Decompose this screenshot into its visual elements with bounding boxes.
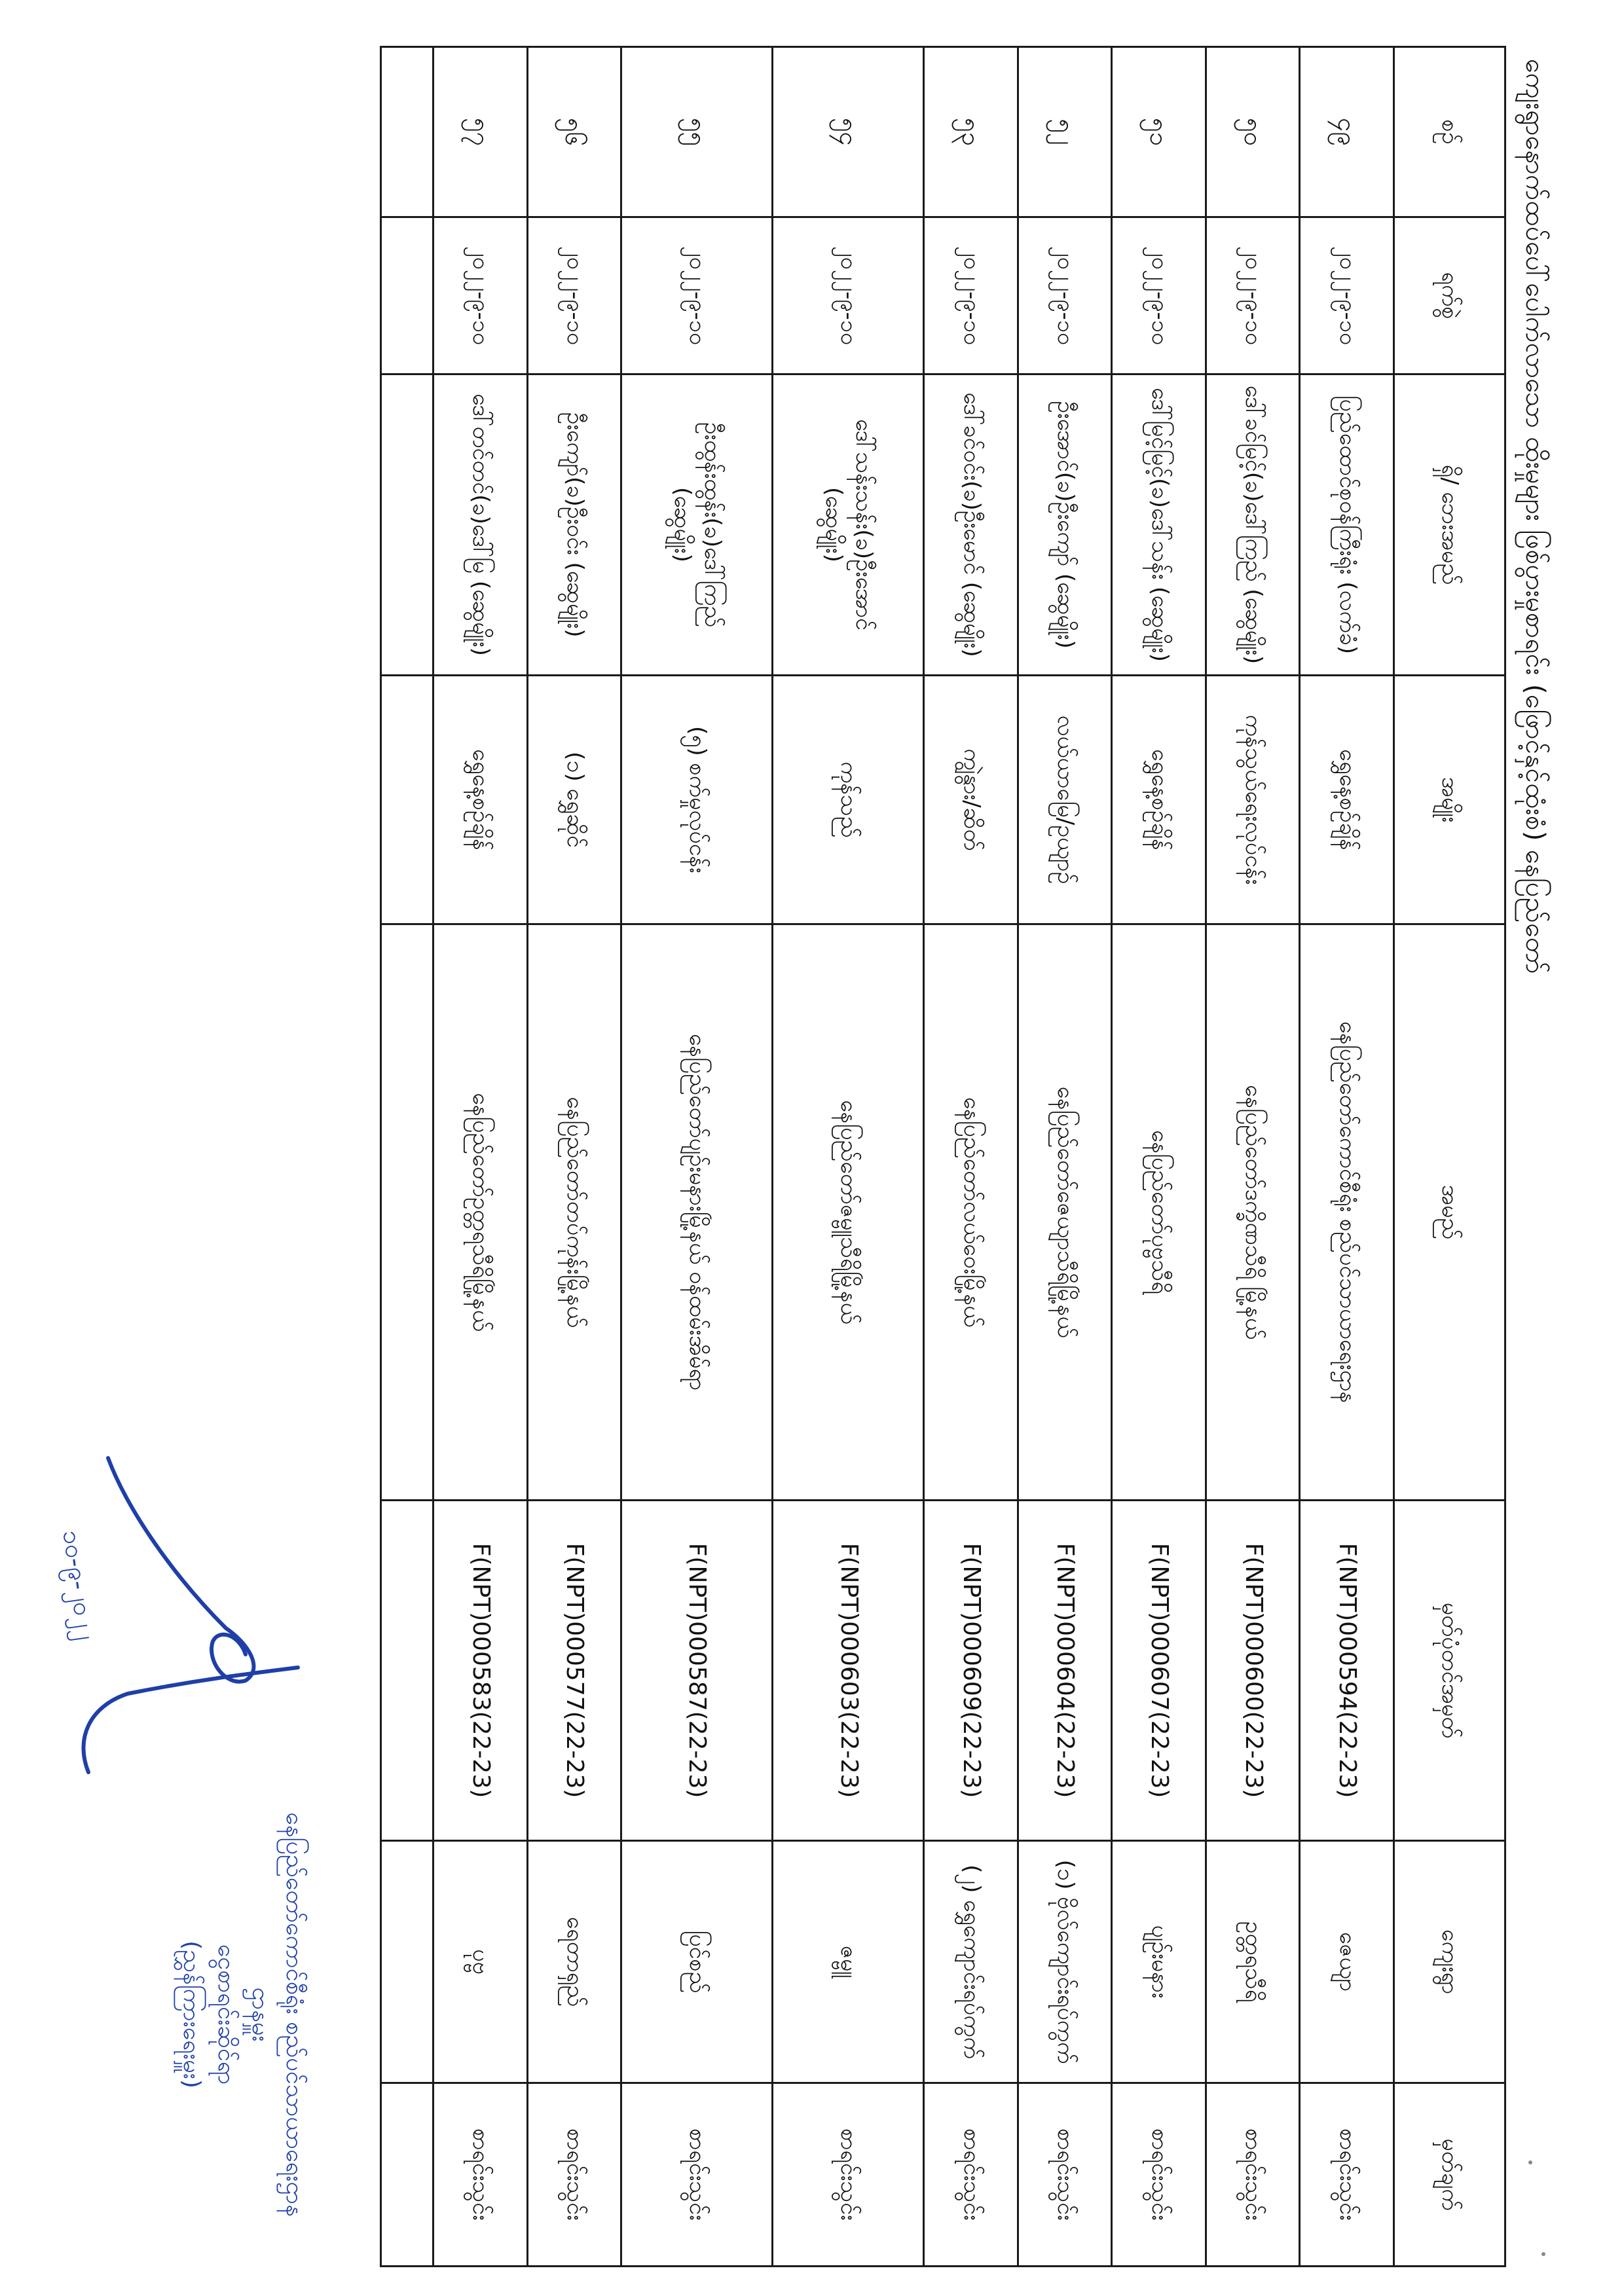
- cell-category: ရွှေနေ့စဉ်ချိန်: [1300, 676, 1394, 924]
- cell-category: ရွှေနေ့စဉ်ချိန်: [1112, 676, 1206, 924]
- cell-district: ဒေါ်သန်းသန်း(ခ)ဦးအောင် (ဆွေမျိုး): [773, 374, 924, 676]
- table-row: [1112, 47, 1206, 2267]
- cell-district: ဦးကျော်(ခ)ဦးဝင်း (ဆွေမျိုး): [527, 374, 621, 676]
- cell-no: ၅၁: [1112, 47, 1206, 217]
- cell-name: နေပြည်တော်လယ်ဝေးမြို့နယ်: [924, 924, 1018, 1501]
- header-district: ရှိ/ ဘေးအမည်: [1394, 374, 1505, 676]
- signatory-lines: [174, 1772, 311, 2257]
- table-row: [1206, 47, 1300, 2267]
- scan-speck: [1541, 2252, 1545, 2256]
- cell-village: ပြင်စည်: [621, 1841, 773, 2083]
- cell-date: ၂၀၂၂-၉-၁၀: [434, 217, 528, 374]
- signature-date: ၁၀-၉-၂၀၂၂: [57, 1528, 101, 1642]
- records-table: [380, 46, 1506, 2267]
- cell-remark: စာရင်းသွင်း: [1112, 2083, 1206, 2267]
- cell-name: နေပြည်တော်ဒက္ခိဏသီရိ မြို့နယ်: [1206, 924, 1300, 1501]
- cell-registration: F(NPT)000583(22-23): [434, 1501, 528, 1841]
- cell-village: (၁) ဗိုလ်ကျောင်းရပ်ကွက်: [1018, 1841, 1112, 2083]
- cell-remark: စာရင်းသွင်း: [621, 2083, 773, 2267]
- header-village: ကျေးရွာ: [1394, 1841, 1505, 2083]
- cell-registration: F(NPT)000600(22-23): [1206, 1501, 1300, 1841]
- cell-remark: စာရင်းသွင်း: [527, 2083, 621, 2267]
- table-row: [1300, 47, 1394, 2267]
- cell-no: ၅၂: [1018, 47, 1112, 217]
- cell-district: ဒေါ်မြင့်မြင့်(ခ)ဒေါ်သန်း (ဆွေမျိုး): [1112, 374, 1206, 676]
- cell-empty: [381, 1841, 434, 2083]
- header-date: ရက်စွဲ: [1394, 217, 1505, 374]
- cell-empty: [381, 374, 434, 676]
- cell-name: နေပြည်တော်ပုဗ္ဗသီရိ: [1112, 924, 1206, 1501]
- cell-date: ၂၀၂၂-၉-၁၀: [1300, 217, 1394, 374]
- cell-category: ရွှေနေ့စဉ်ချိန်: [434, 676, 528, 924]
- cell-remark: စာရင်းသွင်း: [1206, 2083, 1300, 2267]
- table-row: [924, 47, 1018, 2267]
- cell-category: လယ်ယာမြေ/ဥယျာဉ်: [1018, 676, 1112, 924]
- cell-registration: F(NPT)000609(22-23): [924, 1501, 1018, 1841]
- cell-district: ဒေါ်ခင်ဝင်း(ခ)ဦးမောင် (ဆွေမျိုး): [924, 374, 1018, 676]
- cell-name: နေပြည်တော်ဇမ္ဗူသီရိမြို့နယ်: [773, 924, 924, 1501]
- cell-district: ဒေါ်ခင်မြင့်(ခ)ဒေါ်ကြည် (ဆွေမျိုး): [1206, 374, 1300, 676]
- cell-no: ၅၆: [527, 47, 621, 217]
- cell-empty: [381, 47, 434, 217]
- table-row: [773, 47, 924, 2267]
- cell-remark: စာရင်းသွင်း: [924, 2083, 1018, 2267]
- cell-village: (၂) ရွှေကျောင်းရပ်ကွက်: [924, 1841, 1018, 2083]
- cell-no: ၅၄: [773, 47, 924, 217]
- cell-remark: စာရင်းသွင်း: [1300, 2083, 1394, 2267]
- cell-district: ဒေါ်တင်တင်(ခ)ဒေါ်မြ (ဆွေမျိုး): [434, 374, 528, 676]
- signatory-line: နေပြည်တော်ကောင်စီရုံး စည်ပင်သာယာရေးဌာန: [281, 1812, 308, 2217]
- cell-date: ၂၀၂၂-၉-၁၀: [1018, 217, 1112, 374]
- cell-registration: F(NPT)000607(22-23): [1112, 1501, 1206, 1841]
- cell-village: ပုဗ္ဗ: [434, 1841, 528, 2083]
- cell-remark: စာရင်းသွင်း: [434, 2083, 528, 2267]
- cell-empty: [381, 676, 434, 924]
- cell-date: ၂၀၂၂-၉-၁၀: [621, 217, 773, 374]
- cell-name: နေပြည်တော်ဥတ္တရသီရိမြို့နယ်: [434, 924, 528, 1501]
- cell-date: ၂၀၂၂-၉-၁၀: [1112, 217, 1206, 374]
- cell-registration: F(NPT)000594(22-23): [1300, 1501, 1394, 1841]
- cell-district: ပြည်ထောင်စုဝန်ကြီးရုံး (လက်ခံ): [1300, 374, 1394, 676]
- cell-registration: F(NPT)000587(22-23): [621, 1501, 773, 1841]
- cell-empty: [381, 1501, 434, 1841]
- cell-registration: F(NPT)000604(22-23): [1018, 1501, 1112, 1841]
- cell-district: ဦးထွန်းထွန်း(ခ)ဒေါ်ကြည် (ဆွေမျိုး): [621, 374, 773, 676]
- header-no: စဉ်: [1394, 47, 1505, 217]
- cell-no: ၅၀: [1206, 47, 1300, 217]
- cell-village: ဇေယျာ: [1300, 1841, 1394, 2083]
- table-caption: ကျေးရွာနောက်ထပ်ပေါ်ပေါက်လာသော ထိုးမှုများ ဖြစ်ပွားမှုစာရင်း (ဖြောင့်နှင့်ထုံးစံ) နေပြည်တော်: [1520, 59, 1550, 974]
- records-table-container: [380, 46, 1506, 2265]
- signatory-line: (ညွှန်ကြားရေးမှူး): [178, 1941, 206, 2088]
- signature-block: [36, 1432, 324, 2257]
- table-row: [527, 47, 621, 2267]
- table-row: [434, 47, 528, 2267]
- cell-empty: [381, 924, 434, 1501]
- header-registration: မှတ်ပုံတင်အမှတ်: [1394, 1501, 1505, 1841]
- cell-village: ဇမ္ဗူ: [773, 1841, 924, 2083]
- header-category: အမျိုး: [1394, 676, 1505, 924]
- table-row: [1018, 47, 1112, 2267]
- cell-date: ၂၀၂၂-၉-၁၀: [1206, 217, 1300, 374]
- cell-empty: [381, 217, 434, 374]
- table-row-empty: [381, 47, 434, 2267]
- scan-speck: [1528, 2160, 1532, 2164]
- cell-category: (၁) ရွှေဆိုင်: [527, 676, 621, 924]
- header-remark: မှတ်ချက်: [1394, 2083, 1505, 2267]
- cell-village: ပျဉ်းမနား: [1112, 1841, 1206, 2083]
- cell-date: ၂၀၂၂-၉-၁၀: [924, 217, 1018, 374]
- cell-district: ဦးအောင်(ခ)ဦးကျော် (ဆွေမျိုး): [1018, 374, 1112, 676]
- cell-category: ကုန်သည်: [773, 676, 924, 924]
- cell-village: ရေတာရှည်: [527, 1841, 621, 2083]
- cell-registration: F(NPT)000603(22-23): [773, 1501, 924, 1841]
- cell-category: ကုန်သွယ်ရေးလုပ်ငန်း: [1206, 676, 1300, 924]
- cell-empty: [381, 2083, 434, 2267]
- cell-registration: F(NPT)000577(22-23): [527, 1501, 621, 1841]
- signatory-line: ငွေစာရင်းဆိုင်ရာ: [212, 1944, 240, 2085]
- cell-date: ၂၀၂၂-၉-၁၀: [527, 217, 621, 374]
- cell-date: ၂၀၂၂-၉-၁၀: [773, 217, 924, 374]
- cell-no: ၅၇: [434, 47, 528, 217]
- cell-name: နေပြည်တော်တပ်ကုန်းမြို့နယ်: [527, 924, 621, 1501]
- cell-category: ကျွဲနွား/ဆိတ်: [924, 676, 1018, 924]
- table-row: [621, 47, 773, 2267]
- cell-no: ၅၅: [621, 47, 773, 217]
- cell-village: ဥတ္တရသီရိ: [1206, 1841, 1300, 2083]
- cell-remark: စာရင်းသွင်း: [773, 2083, 924, 2267]
- cell-remark: စာရင်းသွင်း: [1018, 2083, 1112, 2267]
- cell-no: ၄၉: [1300, 47, 1394, 217]
- cell-name: နေပြည်တော်ပျဉ်းမနားမြို့နယ် ဝန်ထမ်းအိမ်ရာ: [621, 924, 773, 1501]
- cell-name: နေပြည်တော်ကောင်စီရုံး စည်ပင်သာယာရေးဌာန: [1300, 924, 1394, 1501]
- cell-category: (၅) စက်မှုလုပ်ငန်း: [621, 676, 773, 924]
- header-name: အမည်: [1394, 924, 1505, 1501]
- signatory-line: ဌာနမှူး: [246, 1987, 274, 2042]
- table-header-row: [1394, 47, 1505, 2267]
- cell-name: နေပြည်တော်ဇေယျာသီရိမြို့နယ်: [1018, 924, 1112, 1501]
- cell-no: ၅၃: [924, 47, 1018, 217]
